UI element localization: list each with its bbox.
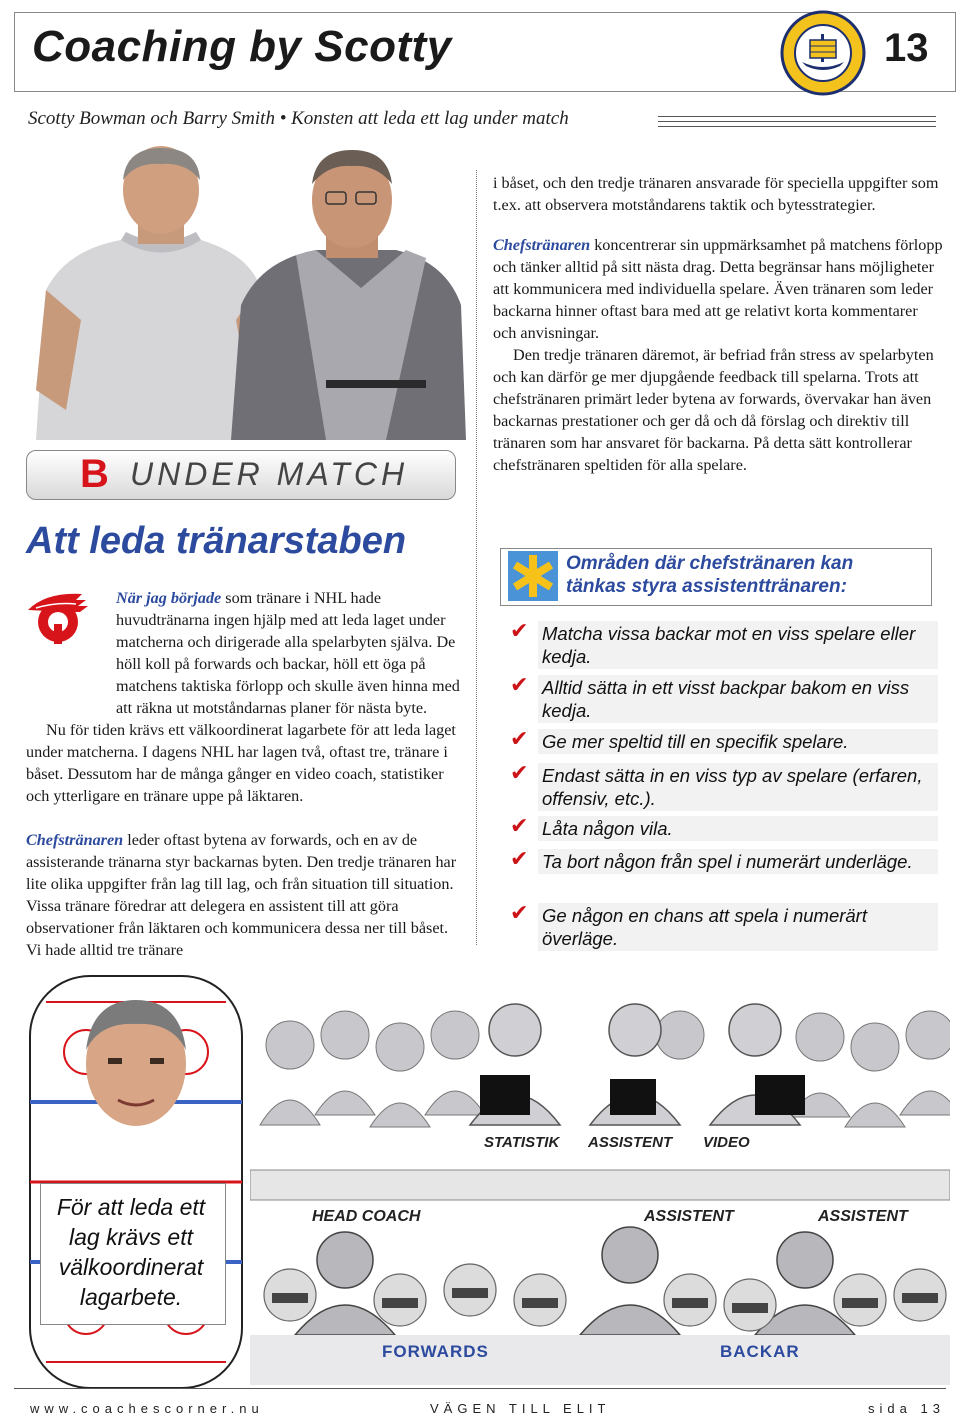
label-video: VIDEO — [703, 1134, 750, 1151]
illustration-caption: För att leda ett lag krävs ett välkoordinerat lagarbete. — [56, 1194, 206, 1310]
callout-title-line: Områden där chefstränaren kan — [566, 553, 854, 574]
checklist-text: Ta bort någon från spel i numerärt underläge. — [538, 849, 938, 874]
checkmark-icon: ✔ — [510, 761, 529, 786]
section-letter: B — [80, 452, 109, 496]
left-column — [26, 587, 466, 961]
footer-page: sida 13 — [868, 1401, 945, 1416]
coaches-photo — [26, 140, 466, 440]
checklist-text: Matcha vissa backar mot en viss spelare eller kedja. — [538, 621, 938, 669]
section-title: Att leda tränarstaben — [26, 520, 407, 562]
checkmark-icon: ✔ — [510, 901, 529, 926]
checkmark-icon: ✔ — [510, 847, 529, 872]
callout-title — [566, 552, 926, 598]
checklist-text: Ge mer speltid till en specifik spelare. — [538, 729, 938, 754]
subtitle-rule — [658, 116, 936, 117]
paragraph-intro — [26, 587, 466, 719]
paragraph-chefstranaren — [493, 234, 943, 344]
column-divider — [476, 170, 477, 945]
label-assistent-left: ASSISTENT — [644, 1208, 734, 1225]
paragraph-chefstranaren — [26, 829, 466, 961]
subtitle-rule — [658, 126, 936, 127]
checkmark-icon: ✔ — [510, 814, 529, 839]
footer-rule — [14, 1388, 946, 1389]
paragraph: Den tredje tränaren däremot, är befriad från stress av spelarbyten och kan därför ge mer djupgående feedback till spelarna. Trots att chefstränaren primärt leder bytena av forwards, övervakar han även backarnas prestationer och ger då och då förslag och direktiv till tränaren som har ansvaret för backarna. På detta sätt kontrollerar chefstränaren speltiden för alla spelare. — [493, 346, 934, 474]
checklist-text: Ge någon en chans att spela i numerärt överläge. — [538, 903, 938, 951]
paragraph-text: koncentrerar sin uppmärksamhet på matchens förlopp och tänker alltid på sitt nästa drag. Detta begränsar hans möjligheter att kommunicera med individuella spelare. Även tränaren som leder backarna hinner oftast bara med att ge relativt korta kommentarer och anvisningar. — [493, 236, 943, 342]
section-banner-text: UNDER MATCH — [130, 456, 409, 492]
paragraph-text: leder oftast bytena av forwards, och en av de assisterande tränarna styr backarnas byten. Den tredje tränaren har lite olika uppgifter från lag till lag, och från situation till situation. Vissa tränare föredrar att delegera en assistent till att göra observationer från läktaren och kommunicera dessa ner till båset. Vi hade alltid tre tränare — [26, 831, 457, 959]
checklist-text: Alltid sätta in ett visst backpar bakom en viss kedja. — [538, 675, 938, 723]
hockey-rink-diagram — [26, 972, 246, 1392]
federation-emblem-logo — [780, 10, 866, 96]
intro-text: som tränare i NHL hade huvudtränarna ingen hjälp med att leda laget under matcherna och dirigerade alla spelarbyten själva. De höll koll på forwards och backar, höll ett öga på matchens taktiska förlopp och skulle även hinna med att räkna ut motståndarnas planer för nästa byte. — [116, 589, 460, 717]
page-number: 13 — [884, 26, 929, 70]
subtitle-rule — [658, 121, 936, 122]
checkmark-icon: ✔ — [510, 619, 529, 644]
checklist-text: Låta någon vila. — [538, 816, 938, 841]
checkmark-icon: ✔ — [510, 727, 529, 752]
bench-illustration — [250, 975, 950, 1385]
label-forwards: FORWARDS — [382, 1342, 489, 1361]
label-statistik: STATISTIK — [484, 1134, 560, 1151]
label-head-coach: HEAD COACH — [312, 1208, 421, 1225]
label-assistent-upper: ASSISTENT — [588, 1134, 673, 1151]
page-title: Coaching by Scotty — [32, 22, 452, 71]
callout-title-line: tänkas styra assistenttränaren: — [566, 576, 847, 597]
checkmark-icon: ✔ — [510, 673, 529, 698]
checklist-text: Endast sätta in en viss typ av spelare (erfaren, offensiv, etc.). — [538, 763, 938, 811]
right-column — [493, 172, 943, 476]
asterisk-icon — [508, 551, 558, 601]
lead-phrase: Chefstränaren — [26, 831, 124, 849]
label-backar: BACKAR — [720, 1342, 800, 1361]
footer-title: VÄGEN TILL ELIT — [430, 1401, 611, 1416]
paragraph: Nu för tiden krävs ett välkoordinerat lagarbete för att leda laget under matcherna. I dagens NHL har lagen två, oftast tre, tränare i båset. Dessutom har de många gånger en video coach, statistiker och ytterligare en tränare uppe på läktaren. — [26, 721, 456, 805]
footer-url: www.coachescorner.nu — [30, 1401, 264, 1416]
lead-phrase: Chefstränaren — [493, 236, 591, 254]
label-assistent-right: ASSISTENT — [818, 1208, 908, 1225]
lead-phrase: När jag började — [116, 589, 222, 607]
page-subtitle: Scotty Bowman och Barry Smith • Konsten att leda ett lag under match — [28, 108, 569, 129]
paragraph: i båset, och den tredje tränaren ansvarade för speciella uppgifter som t.ex. att observera motståndarens taktik och bytesstrategier. — [493, 174, 939, 214]
